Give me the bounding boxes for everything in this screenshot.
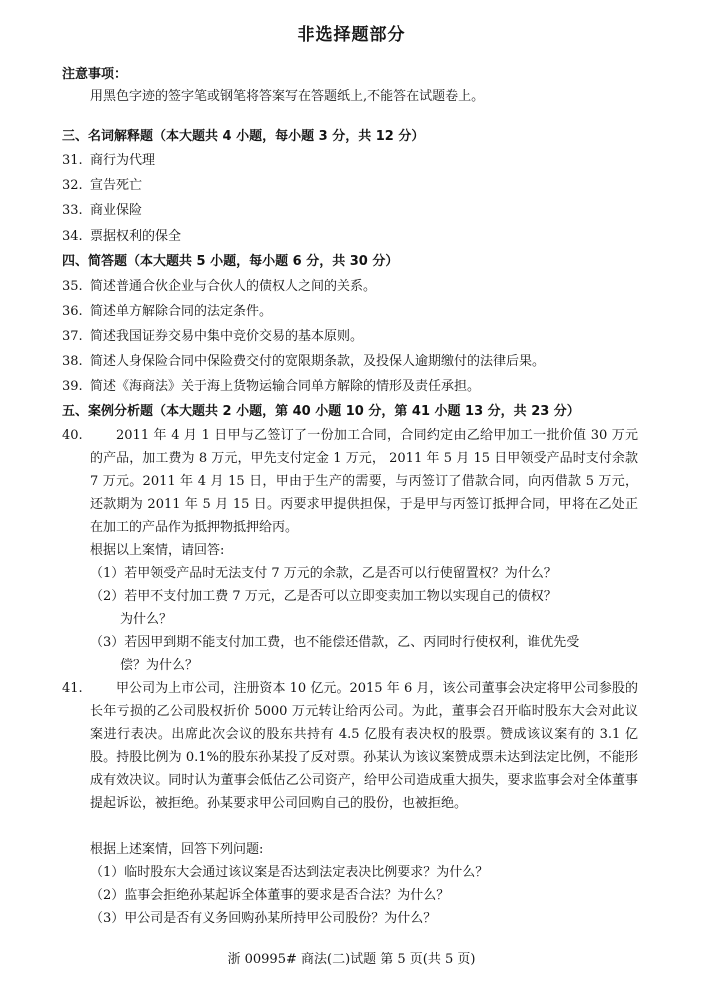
question-number: 40. [62,428,83,443]
question-number: 41. [62,681,83,696]
page-title: 非选择题部分 [297,25,406,45]
question-text: 简述单方解除合同的法定条件。 [90,304,273,319]
case-40-question-3-cont: 偿？为什么？ [120,658,199,673]
question-text: 票据权利的保全 [90,229,182,244]
case-40-question-1: （1）若甲领受产品时无法支付 7 万元的余款，乙是否可以行使留置权？为什么？ [90,566,557,581]
section4-heading: 四、简答题（本大题共 5 小题，每小题 6 分，共 30 分） [62,254,399,269]
question-number: 39. [62,379,83,394]
question-text: 简述《海商法》关于海上货物运输合同单方解除的情形及责任承担。 [90,379,481,394]
case-40-text: 2011 年 4 月 1 日甲与乙签订了一份加工合同，合同约定由乙给甲加工一批价值 30 万元的产品，加工费为 8 万元，甲先支付定金 1 万元， 2011 年 5 月 15 日甲领受产品时支付余款 7 万元。2011 年 4 月 15 日，甲由于生产的需要，与丙签订了借款合同，向丙借款 5 万元，还款期为 2011 年 5 月 15 日。丙要求甲提供担保，于是甲与丙签订抵押合同，甲将在乙处正在加工的产品作为抵押物抵押给丙。 [90,428,638,535]
case-41-question-1: （1）临时股东大会通过该议案是否达到法定表决比例要求？为什么？ [90,865,489,880]
question-number: 32. [62,178,83,193]
question-number: 36. [62,304,83,319]
case-40-question-2-cont: 为什么？ [120,612,173,627]
section3-heading: 三、名词解释题（本大题共 4 小题，每小题 3 分，共 12 分） [62,129,425,144]
question-number: 31. [62,153,83,168]
case-40-question-3: （3）若因甲到期不能支付加工费，也不能偿还借款，乙、丙同时行使权利，谁优先受 [90,635,580,650]
case-41-question-3: （3）甲公司是否有义务回购孙某所持甲公司股份？为什么？ [90,911,437,926]
question-text: 商业保险 [90,203,143,218]
case-40-question-2: （2）若甲不支付加工费 7 万元，乙是否可以立即变卖加工物以实现自己的债权？ [90,589,557,604]
question-number: 34. [62,229,83,244]
section5-heading: 五、案例分析题（本大题共 2 小题，第 40 小题 10 分，第 41 小题 13 分，共 23 分） [62,404,580,419]
question-text: 简述普通合伙企业与合伙人的债权人之间的关系。 [90,279,377,294]
case-41-question-2: （2）监事会拒绝孙某起诉全体董事的要求是否合法？为什么？ [90,888,450,903]
notice-text: 用黑色字迹的签字笔或钢笔将答案写在答题纸上,不能答在试题卷上。 [90,89,485,104]
question-number: 35. [62,279,83,294]
case-40-prompt: 根据以上案情，请回答: [90,543,225,558]
question-text: 简述人身保险合同中保险费交付的宽限期条款，及投保人逾期缴付的法律后果。 [90,354,546,369]
question-text: 商行为代理 [90,153,156,168]
question-number: 33. [62,203,83,218]
case-41-prompt: 根据上述案情，回答下列问题: [90,842,264,857]
page-footer: 浙 00995# 商法(二)试题 第 5 页(共 5 页) [227,952,476,967]
question-number: 38. [62,354,83,369]
case-41-text: 甲公司为上市公司，注册资本 10 亿元。2015 年 6 月，该公司董事会决定将甲公司参股的长年亏损的乙公司股权折价 5000 万元转让给丙公司。为此，董事会召开临时股东大会对此议案进行表决。出席此次会议的股东共持有 4.5 亿股有表决权的股票。赞成该议案有的 3.1 亿股。持股比例为 0.1%的股东孙某投了反对票。孙某认为该议案赞成票未达到法定比例，不能形成有效决议。同时认为董事会低估乙公司资产，给甲公司造成重大损失，要求监事会对全体董事提起诉讼，被拒绝。孙某要求甲公司回购自己的股份，也被拒绝。 [90,681,638,811]
question-number: 37. [62,329,83,344]
question-text: 宣告死亡 [90,178,143,193]
question-text: 简述我国证券交易中集中竞价交易的基本原则。 [90,329,364,344]
notice-heading: 注意事项： [62,67,128,82]
